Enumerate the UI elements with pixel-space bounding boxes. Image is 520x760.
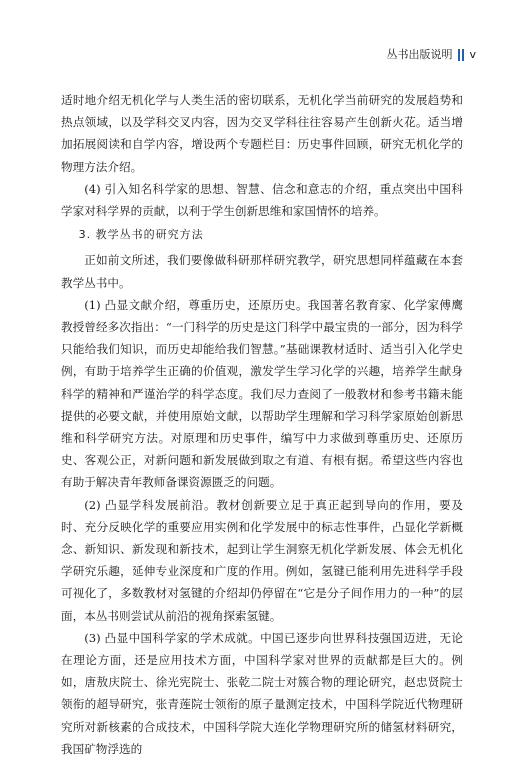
paragraph-method-3: (3) 凸显中国科学家的学术成就。中国已逐步向世界科技强国迈进，无论在理论方面，还是应用技术方面，中国科学家对世界的贡献都是巨大的。例如，唐敖庆院士、徐光宪院士、张乾二院士对簇合物的理论研究，赵忠贤院士领衔的超导研究，张青莲院士领衔的原子量测定技术，中国科学院近代物理研究所对新核素的合成技术，中国科学院大连化学物理研究所的储氢材料研究，我国矿物浮选的: [61, 630, 463, 756]
paragraph-intro: 正如前文所述，我们要像做科研那样研究教学，研究思想同样蕴藏在本套教学丛书中。: [61, 253, 463, 290]
running-head-divider: [458, 49, 464, 61]
paragraph-item-4: (4) 引入知名科学家的思想、智慧、信念和意志的介绍，重点突出中国科学家对科学界的贡献，以利于学生创新思维和家国情怀的培养。: [61, 181, 463, 219]
page-body: [61, 89, 463, 760]
section-heading: 3. 教学丛书的研究方法: [78, 228, 204, 242]
paragraph-method-2: (2) 凸显学科发展前沿。教材创新要立足于真正起到导向的作用，要及时、充分反映化学的重要应用实例和化学发展中的标志性事件，凸显化学新概念、新知识、新发现和新技术，起到让学生洞察无机化学新发展、体会无机化学研究乐趣，延伸专业深度和广度的作用。例如，氢键已能利用先进科学手段可视化了，多数教材对氢键的介绍却仍停留在“它是分子间作用力的一种”的层面，本丛书则尝试从前沿的视角探索氢键。: [61, 497, 463, 623]
paragraph-method-1: (1) 凸显文献介绍，尊重历史，还原历史。我国著名教育家、化学家傅鹰教授曾经多次指出：“一门科学的历史是这门科学中最宝贵的一部分，因为科学只能给我们知识，而历史却能给我们智慧。”基础课教材适时、适当引入化学史例，有助于培养学生正确的价值观，激发学生学习化学的兴趣，培养学生献身科学的精神和严谨治学的科学态度。我们尽力查阅了一般教材和参考书籍未能提供的必要文献，并使用原始文献，以帮助学生理解和学习科学家原始创新思维和科学研究方法。对原理和历史事件，编写中力求做到尊重历史、还原历史、客观公正，对新问题和新发展做到取之有道、有根有据。希望这些内容也有助于解决青年教师备课资源匮乏的问题。: [61, 297, 463, 490]
running-head: [386, 48, 476, 61]
page-number: v: [469, 48, 476, 61]
running-head-title: 丛书出版说明: [386, 48, 453, 61]
paragraph-continued: 适时地介绍无机化学与人类生活的密切联系，无机化学当前研究的发展趋势和热点领域，以及学科交叉内容，因为交叉学科往往容易产生创新火花。适当增加拓展阅读和自学内容，增设两个专题栏目：历史事件回顾，研究无机化学的物理方法介绍。: [61, 93, 463, 174]
